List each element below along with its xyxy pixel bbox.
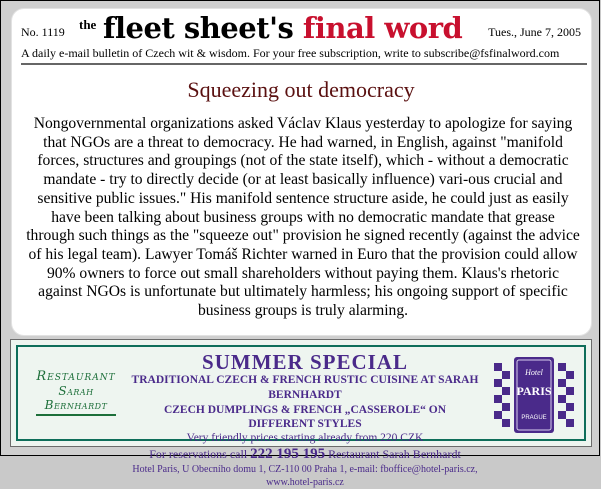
- subscription-tagline: A daily e-mail bulletin of Czech wit & wisdom. For your free subscription, write to subscribe@fsfinalword.com: [21, 46, 560, 60]
- newsletter-title: [103, 11, 462, 45]
- hotel-logo-paris: PARIS: [516, 384, 552, 398]
- issue-number: No. 1119: [21, 25, 65, 39]
- ad-headline: SUMMER SPECIAL: [202, 350, 408, 374]
- restaurant-logo-underline: [36, 414, 116, 416]
- restaurant-logo-line2: Sarah Bernhardt: [44, 384, 108, 412]
- hotel-logo-word: Hotel: [525, 368, 543, 377]
- restaurant-logo: [28, 369, 124, 416]
- ad-address: Hotel Paris, U Obecního domu 1, CZ-110 00 Praha 1, e-mail: fboffice@hotel-paris.cz, www.hotel-paris.cz: [132, 464, 478, 488]
- article-headline: Squeezing out democracy: [187, 77, 415, 102]
- publication-date: Tues., June 7, 2005: [488, 25, 581, 39]
- title-final-word: final word: [302, 11, 463, 45]
- ad-frame: [16, 345, 586, 488]
- ad-line-dumplings: CZECH DUMPLINGS & FRENCH „CASSEROLE“ ON DIFFERENT STYLES: [163, 404, 447, 430]
- ad-text-block: [130, 351, 480, 489]
- reservations-phone[interactable]: 222 195 195: [250, 446, 326, 462]
- ad-line-prices: Very friendly prices starting already from 220 CZK: [186, 432, 424, 444]
- ad-line-cuisine: TRADITIONAL CZECH & FRENCH RUSTIC CUISINE AT SARAH BERNHARDT: [131, 374, 479, 401]
- reservations-suffix: Restaurant Sarah Bernhardt: [325, 447, 461, 461]
- restaurant-logo-line1: Restaurant: [36, 369, 116, 384]
- header-divider: [21, 63, 587, 65]
- reservations-prefix: For reservations call: [149, 447, 251, 461]
- ad-reservations: [130, 446, 480, 463]
- hotel-paris-emblem-icon: [490, 353, 578, 437]
- advertisement-banner[interactable]: [10, 339, 592, 488]
- masthead: [21, 11, 581, 45]
- title-the: the: [79, 17, 97, 32]
- hotel-logo-prague: PRAGUE: [521, 415, 547, 421]
- hotel-paris-logo: [490, 353, 578, 437]
- article-body: Nongovernmental organizations asked Václav Klaus yesterday to apologize for saying that NGOs are a threat to democracy. He had warned, in English, against "manifold forces, structures and groupings (not of the state itself), which - without a democratic mandate - try to directly decide (or at least basically influence) vari-ous crucial and sensitive public issues." His manifold sentence structure aside, he could just as easily have been talking about business groups with no democratic mandate that grease through such things as the "squeeze out" provision he signed recently (against the advice of his legal team). Lawyer Tomáš Richter warned in Euro that the provision could allow 90% owners to force out small shareholders without paying them. Klaus's rhetoric against NGOs is unfortunate but ultimately harmless; his ongoing support of specific business groups is truly alarming.: [26, 115, 580, 320]
- title-fleet-sheet: fleet sheet's: [103, 11, 303, 45]
